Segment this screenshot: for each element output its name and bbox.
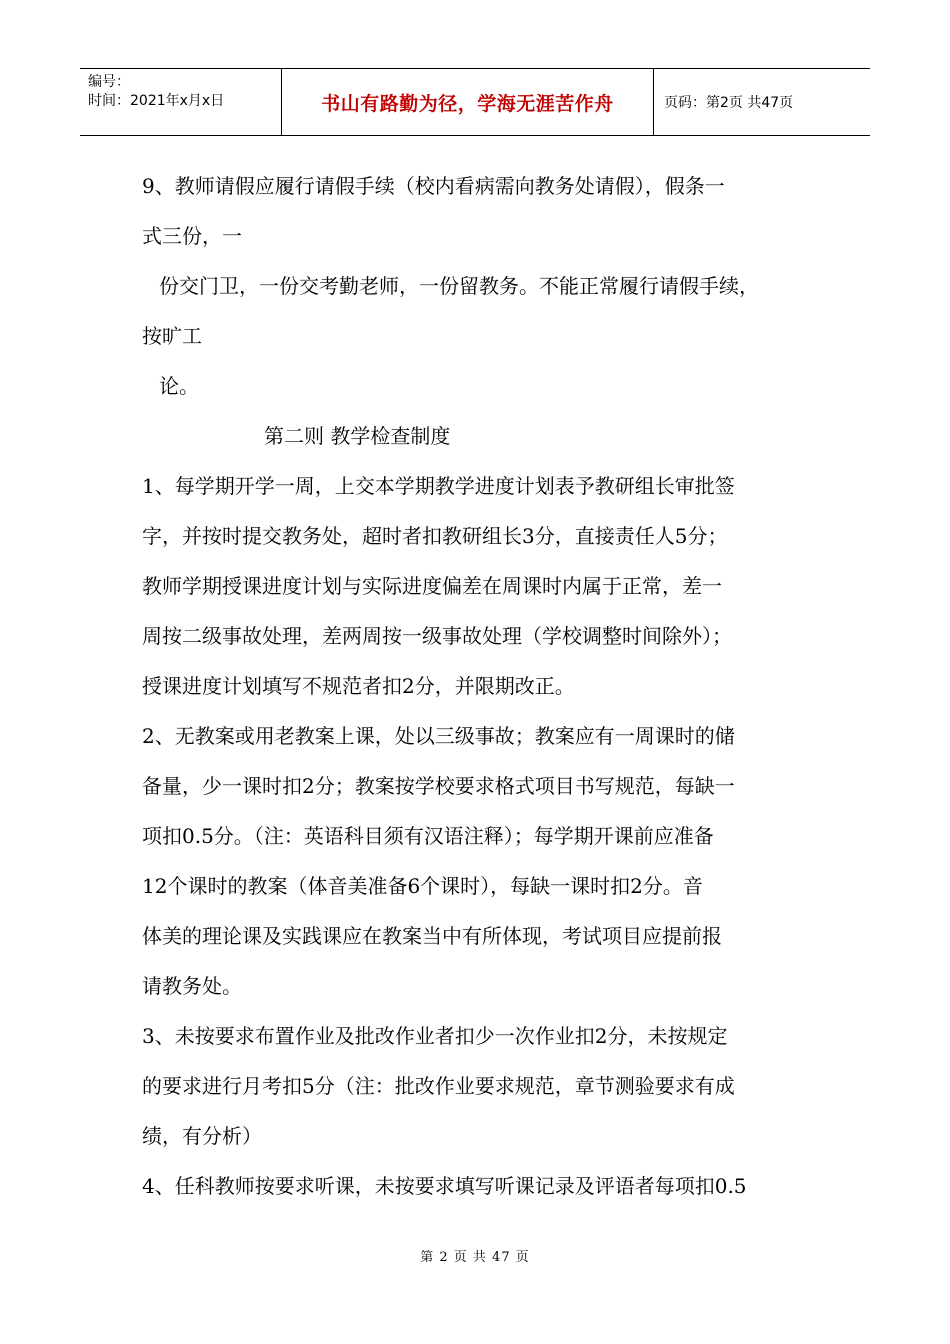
body-line: 按旷工 <box>142 324 202 348</box>
body-line: 字，并按时提交教务处，超时者扣教研组长3分，直接责任人5分； <box>142 524 728 548</box>
document-body <box>142 161 822 1211</box>
body-line: 4、任科教师按要求听课，未按要求填写听课记录及评语者每项扣0.5 <box>142 1174 747 1198</box>
body-line: 项扣0.5分。（注：英语科目须有汉语注释）；每学期开课前应准备 <box>142 824 714 848</box>
page-header <box>80 68 870 136</box>
body-line: 份交门卫，一份交考勤老师，一份留教务。不能正常履行请假手续， <box>159 274 759 298</box>
header-motto: 书山有路勤为径，学海无涯苦作舟 <box>282 69 654 135</box>
header-page-info: 页码：第2页 共47页 <box>664 95 794 111</box>
body-line: 12个课时的教案（体音美准备6个课时），每缺一课时扣2分。音 <box>142 874 703 898</box>
document-number-label: 编号： <box>88 74 130 90</box>
body-line: 1、每学期开学一周，上交本学期教学进度计划表予教研组长审批签 <box>142 474 735 498</box>
document-date: 时间：2021年x月x日 <box>88 93 225 109</box>
body-line: 2、无教案或用老教案上课，处以三级事故；教案应有一周课时的储 <box>142 724 735 748</box>
body-line: 教师学期授课进度计划与实际进度偏差在周课时内属于正常，差一 <box>142 574 722 598</box>
body-line: 9、教师请假应履行请假手续（校内看病需向教务处请假），假条一 <box>142 174 725 198</box>
body-line: 绩，有分析） <box>142 1124 262 1148</box>
section-title: 第二则 教学检查制度 <box>264 424 451 448</box>
body-line: 体美的理论课及实践课应在教案当中有所体现，考试项目应提前报 <box>142 924 722 948</box>
body-line: 的要求进行月考扣5分（注：批改作业要求规范，章节测验要求有成 <box>142 1074 735 1098</box>
body-line: 3、未按要求布置作业及批改作业者扣少一次作业扣2分，未按规定 <box>142 1024 728 1048</box>
body-line: 备量，少一课时扣2分；教案按学校要求格式项目书写规范，每缺一 <box>142 774 735 798</box>
page-footer: 第 2 页 共 47 页 <box>420 1250 530 1265</box>
header-meta <box>80 69 282 135</box>
body-line: 请教务处。 <box>142 974 242 998</box>
body-line: 授课进度计划填写不规范者扣2分，并限期改正。 <box>142 674 575 698</box>
body-line: 周按二级事故处理，差两周按一级事故处理（学校调整时间除外）； <box>142 624 732 648</box>
body-line: 式三份，一 <box>142 224 242 248</box>
body-line: 论。 <box>159 374 199 398</box>
